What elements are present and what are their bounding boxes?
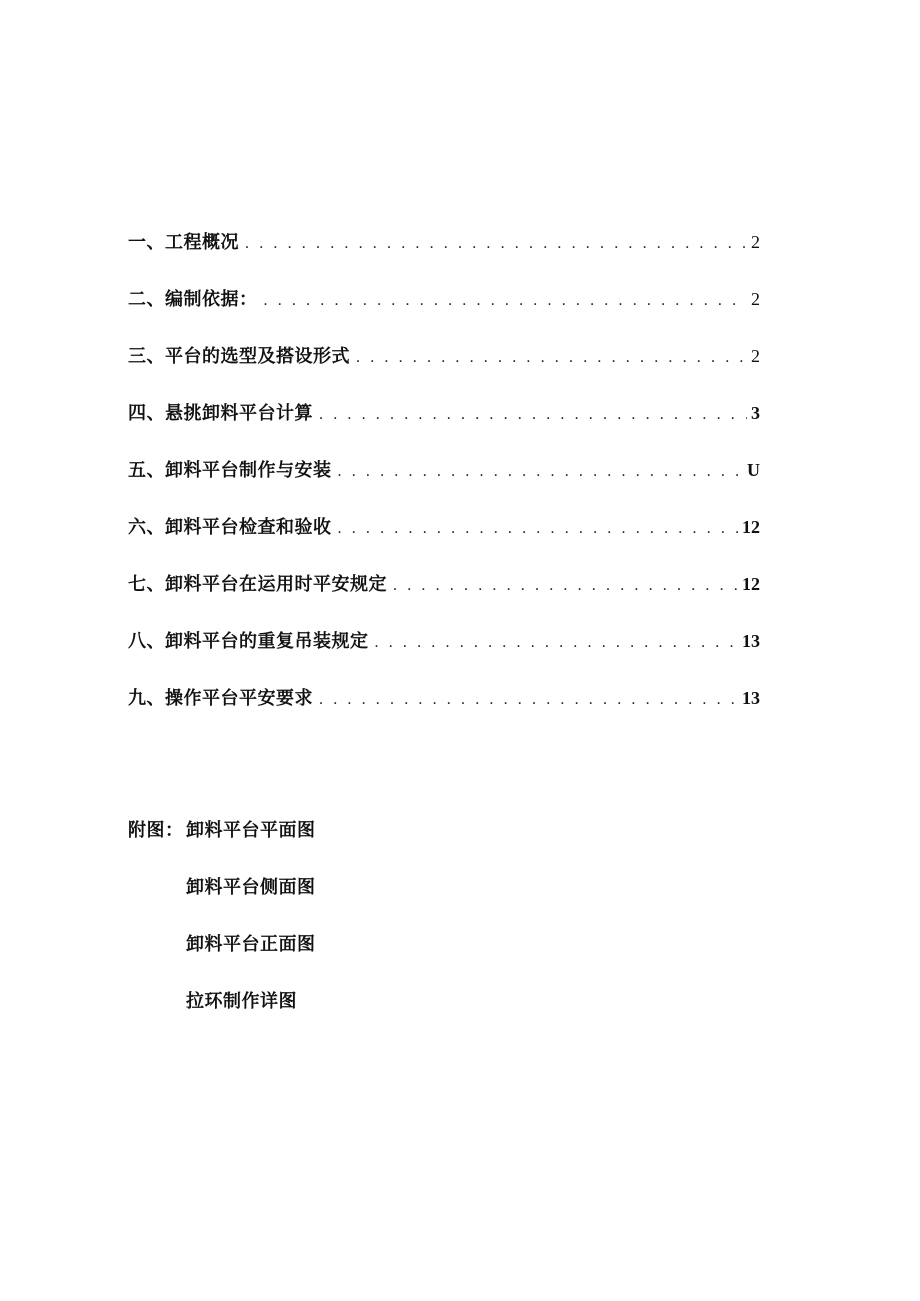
toc-entry-page: 2 xyxy=(751,346,760,366)
toc-entry-5 xyxy=(128,456,760,513)
toc-entry-title: 五、卸料平台制作与安装 xyxy=(128,460,332,481)
toc-entry-title: 八、卸料平台的重复吊装规定 xyxy=(128,631,369,652)
toc-entry-page: 12 xyxy=(742,574,760,594)
toc-dot-leader xyxy=(375,634,739,652)
toc-entry-4 xyxy=(128,399,760,456)
attachment-row xyxy=(128,987,316,1044)
toc-dot-leader xyxy=(356,349,747,367)
toc-dot-leader xyxy=(245,235,747,253)
toc-entry-page: U xyxy=(747,460,760,480)
attachment-item: 拉环制作详图 xyxy=(186,991,297,1012)
toc-entry-title: 九、操作平台平安要求 xyxy=(128,688,313,709)
toc-dot-leader xyxy=(393,577,738,595)
toc-dot-leader xyxy=(319,406,747,424)
attachment-item: 卸料平台正面图 xyxy=(186,934,316,955)
attachments-label: 附图： xyxy=(128,820,184,841)
attachment-row xyxy=(128,816,316,873)
toc-dot-leader xyxy=(319,691,738,709)
toc-entry-2 xyxy=(128,285,760,342)
toc-entry-title: 四、悬挑卸料平台计算 xyxy=(128,403,313,424)
toc-entry-7 xyxy=(128,570,760,627)
toc-entry-page: 3 xyxy=(751,403,760,423)
toc-entry-page: 13 xyxy=(742,631,760,651)
toc-entry-1 xyxy=(128,228,760,285)
attachments-list xyxy=(128,816,316,1044)
attachment-item: 卸料平台侧面图 xyxy=(186,877,316,898)
attachment-item: 卸料平台平面图 xyxy=(186,820,316,841)
toc-dot-leader xyxy=(338,463,744,481)
toc-entry-8 xyxy=(128,627,760,684)
toc-entry-3 xyxy=(128,342,760,399)
toc-entry-title: 一、工程概况 xyxy=(128,232,239,253)
attachment-row xyxy=(128,930,316,987)
attachment-row xyxy=(128,873,316,930)
toc-entry-9 xyxy=(128,684,760,741)
toc-entry-title: 二、编制依据： xyxy=(128,289,258,310)
toc-entry-title: 六、卸料平台检查和验收 xyxy=(128,517,332,538)
toc-entry-title: 七、卸料平台在运用时平安规定 xyxy=(128,574,387,595)
toc-entry-title: 三、平台的选型及搭设形式 xyxy=(128,346,350,367)
toc-entry-page: 12 xyxy=(742,517,760,537)
toc-dot-leader xyxy=(338,520,739,538)
toc-entry-6 xyxy=(128,513,760,570)
table-of-contents xyxy=(128,228,760,741)
toc-entry-page: 2 xyxy=(751,232,760,252)
toc-dot-leader xyxy=(264,292,748,310)
toc-entry-page: 2 xyxy=(751,289,760,309)
toc-entry-page: 13 xyxy=(742,688,760,708)
